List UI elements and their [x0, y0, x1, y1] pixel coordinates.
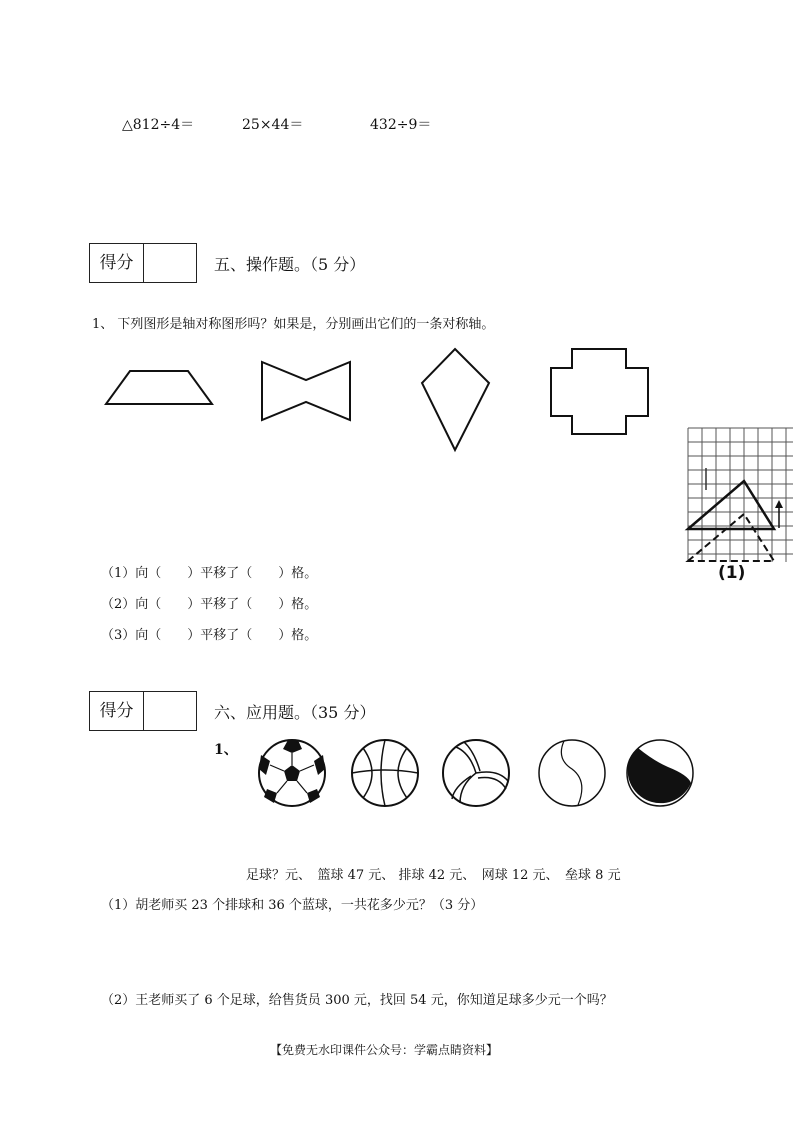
- footer-note: 【免费无水印课件公众号：学霸点睛资料】: [270, 1043, 499, 1057]
- calc-2: 25×44＝: [242, 117, 304, 133]
- volleyball-icon: [443, 740, 509, 806]
- calc-3: 432÷9＝: [370, 117, 432, 133]
- basketball-icon: [352, 740, 418, 806]
- score-box-6: [89, 691, 197, 731]
- soccer-ball-icon: [259, 740, 325, 806]
- translation-3: （3）向（ ）平移了（ ）格。: [101, 628, 318, 643]
- calc-1: △812÷4＝: [122, 117, 195, 133]
- balls-figure: [250, 735, 700, 817]
- section-5-title: 五、操作题。（5 分）: [214, 255, 366, 274]
- question-5-1: 1、 下列图形是轴对称图形吗？如果是，分别画出它们的一条对称轴。: [92, 317, 495, 332]
- score-label: 得分: [90, 244, 144, 282]
- question-6-1-number: 1、: [214, 742, 238, 758]
- kite-icon: [422, 349, 489, 450]
- ball-prices: 足球？元、 篮球 47 元、 排球 42 元、 网球 12 元、 垒球 8 元: [246, 868, 621, 883]
- translation-1: （1）向（ ）平移了（ ）格。: [101, 566, 318, 581]
- triangle-original: [688, 481, 774, 529]
- tennis-ball-icon: [539, 740, 605, 806]
- translation-2: （2）向（ ）平移了（ ）格。: [101, 597, 318, 612]
- trapezoid-icon: [106, 371, 212, 404]
- translation-grid: [688, 428, 793, 563]
- grid-caption: (1): [718, 563, 746, 583]
- question-6-1-1: （1）胡老师买 23 个排球和 36 个蓝球，一共花多少元？（3 分）: [101, 898, 484, 913]
- cross-icon: [551, 349, 648, 434]
- softball-icon: [627, 740, 693, 806]
- bowtie-icon: [262, 362, 350, 420]
- question-6-1-2: （2）王老师买了 6 个足球，给售货员 300 元，找回 54 元，你知道足球多少元一个吗？: [101, 993, 613, 1008]
- score-label: 得分: [90, 692, 144, 730]
- section-6-title: 六、应用题。（35 分）: [214, 703, 376, 722]
